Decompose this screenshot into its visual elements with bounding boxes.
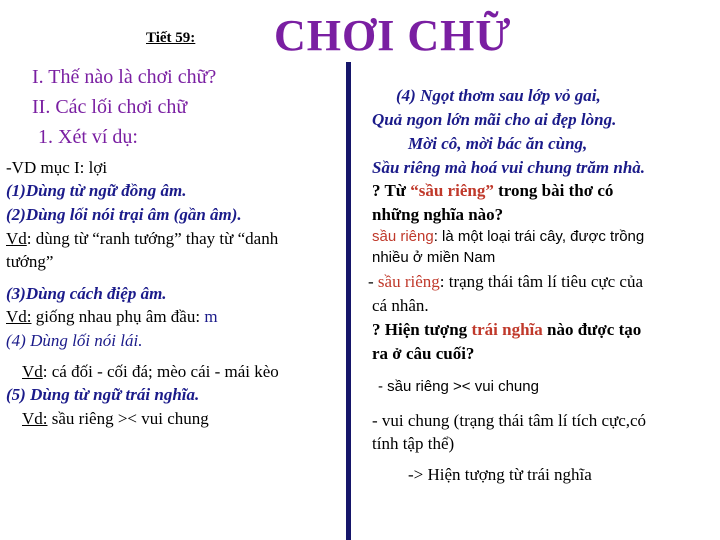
example-text: giống nhau phụ âm đầu: (31, 307, 205, 326)
example-text: : dùng từ “ranh tướng” thay từ “danh (26, 229, 279, 248)
vd-intro: -VD mục I: lợi (6, 158, 108, 177)
example-letter: m (204, 307, 218, 326)
antonym-pair: - sầu riêng >< vui chung (378, 378, 539, 395)
definition-positive: - vui chung (trạng thái tâm lí tích cực,có (372, 411, 647, 430)
question-text: ? Từ (372, 181, 411, 200)
example-text: : cá đối - cối đá; mèo cái - mái kèo (42, 362, 279, 381)
item-alliteration: (3)Dùng cách điệp âm. (6, 284, 167, 303)
example-spoonerism (22, 362, 279, 382)
question-2 (372, 320, 641, 340)
definition-prefix: - (368, 272, 378, 291)
poem-line-4: Sầu riêng mà hoá vui chung trăm nhà. (372, 158, 646, 177)
item-near-sound: (2)Dùng lối nói trại âm (gần âm). (6, 205, 242, 224)
question-1-cont: những nghĩa nào? (372, 205, 504, 224)
lesson-label: Tiết 59: (146, 30, 196, 46)
conclusion: -> Hiện tượng từ trái nghĩa (408, 465, 592, 484)
definition-fruit (372, 228, 644, 245)
example-label: Vd: (6, 307, 32, 326)
example-label: Vd (6, 229, 27, 248)
definition-negative (368, 272, 643, 292)
definition-fruit-cont: nhiều ở miền Nam (372, 249, 496, 266)
item-spoonerism: (4) Dùng lối nói lái. (6, 331, 143, 350)
question-1 (372, 181, 613, 201)
example-near-sound-cont: tướng” (6, 252, 54, 271)
poem-line-1: (4) Ngọt thơm sau lớp vỏ gai, (396, 86, 601, 105)
example-label: Vd: (22, 409, 48, 428)
item-antonym: (5) Dùng từ ngữ trái nghĩa. (6, 385, 200, 404)
heading-section-2: II. Các lối chơi chữ (32, 96, 188, 118)
definition-term: sầu riêng (377, 272, 440, 291)
definition-text: : trạng thái tâm lí tiêu cực của (439, 272, 643, 291)
question-text: nào được tạo (542, 320, 642, 339)
example-antonym (22, 409, 209, 429)
heading-example: 1. Xét ví dụ: (38, 126, 138, 148)
question-text: ? Hiện tượng (372, 320, 472, 339)
question-text: trong bài thơ có (493, 181, 614, 200)
column-divider (346, 62, 351, 540)
example-alliteration (6, 307, 218, 327)
heading-section-1: I. Thế nào là chơi chữ? (32, 66, 217, 88)
poem-line-3: Mời cô, mời bác ăn cùng, (408, 134, 588, 153)
example-label: Vd (22, 362, 43, 381)
example-near-sound (6, 229, 278, 249)
definition-negative-cont: cá nhân. (372, 296, 429, 315)
page-title: CHƠI CHỮ (274, 11, 512, 60)
question-term: trái nghĩa (471, 320, 543, 339)
item-homonym: (1)Dùng từ ngữ đồng âm. (6, 181, 187, 200)
poem-line-2: Quả ngon lớn mãi cho ai đẹp lòng. (372, 110, 617, 129)
definition-text: : là một loại trái cây, được trồng (433, 228, 645, 245)
question-2-cont: ra ở câu cuối? (372, 344, 475, 363)
definition-term: sầu riêng (372, 228, 434, 245)
question-term: “sầu riêng” (410, 181, 494, 200)
example-text: sầu riêng >< vui chung (47, 409, 209, 428)
definition-positive-cont: tính tập thể) (372, 434, 455, 453)
